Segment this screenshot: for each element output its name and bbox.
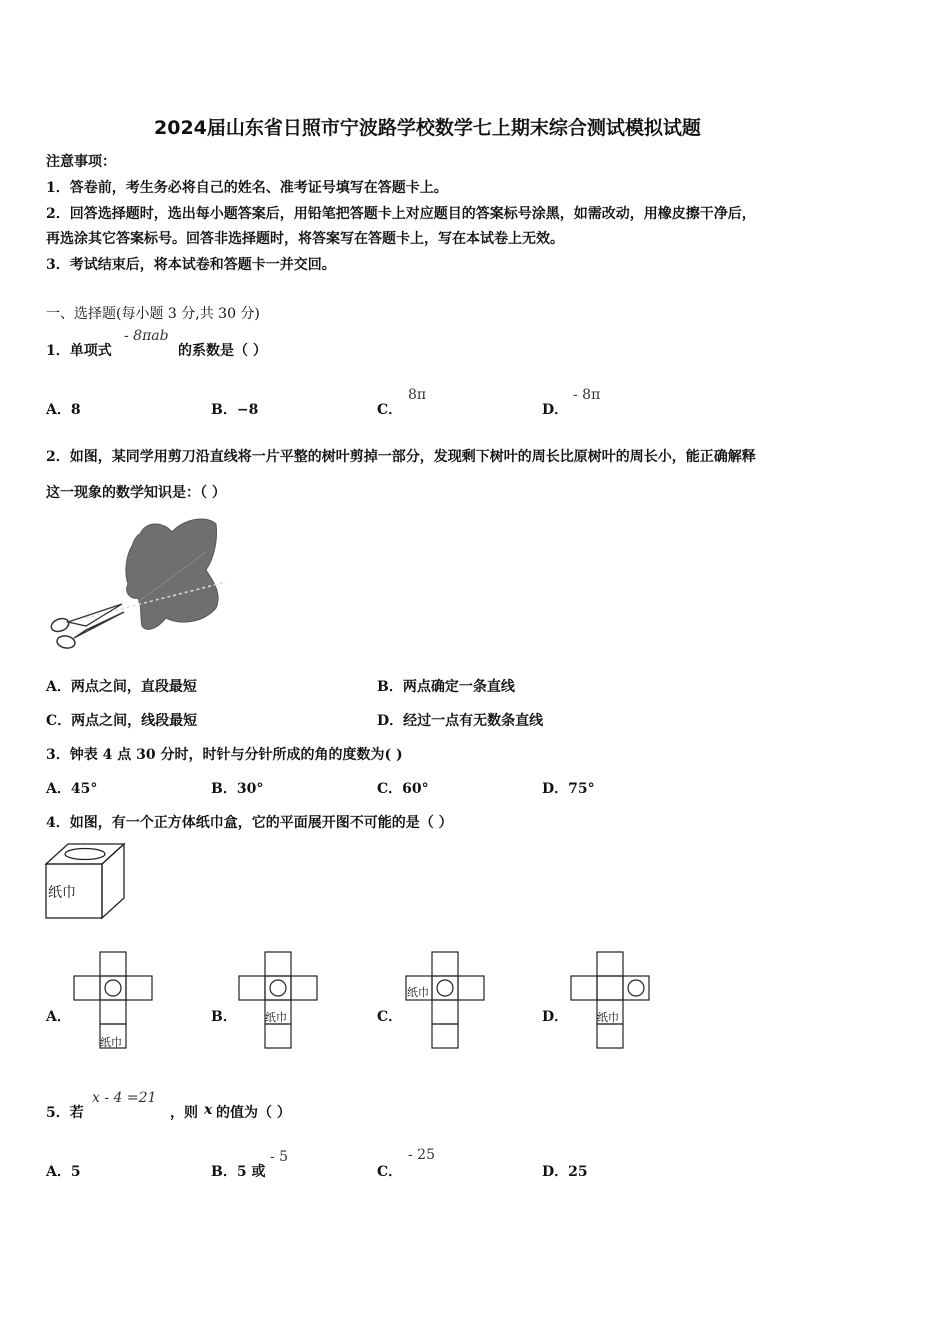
net-c-figure: [406, 952, 484, 1052]
leaf-scissors-figure: [46, 512, 246, 662]
net-b-figure: [239, 952, 317, 1052]
q4-stem: 4．如图，有一个正方体纸巾盒，它的平面展开图不可能的是（ ）: [46, 815, 453, 831]
q1-option-d[interactable]: D．: [542, 402, 569, 418]
q3-option-b[interactable]: B．30°: [211, 781, 264, 797]
page-title: 2024届山东省日照市宁波路学校数学七上期末综合测试模拟试题: [154, 117, 701, 139]
tissue-box-label: 纸巾: [48, 885, 76, 901]
q4-option-a[interactable]: A．: [46, 1009, 71, 1025]
net-a-label: 纸巾: [100, 1036, 122, 1049]
q5-option-a[interactable]: A．5: [46, 1164, 81, 1180]
q4-option-c[interactable]: C．: [377, 1009, 403, 1025]
q5-expression: x - 4 =21: [92, 1090, 157, 1106]
leaf-shape: [126, 519, 218, 629]
q5-option-b-expr: - 5: [270, 1149, 289, 1165]
q5-suffix: 的值为（ ）: [216, 1105, 291, 1121]
q1-option-d-expr: - 8π: [573, 387, 601, 403]
q2-option-a[interactable]: A．两点之间，直段最短: [46, 679, 197, 695]
q5-option-d[interactable]: D．25: [542, 1164, 588, 1180]
q1-expression: - 8πab: [124, 328, 169, 344]
q1-option-b[interactable]: B．−8: [211, 402, 259, 418]
q3-stem: 3．钟表 4 点 30 分时，时针与分针所成的角的度数为( ): [46, 747, 403, 763]
notice-item-2-cont: 再选涂其它答案标号。回答非选择题时，将答案写在答题卡上，写在本试卷上无效。: [46, 231, 564, 247]
q2-option-d[interactable]: D．经过一点有无数条直线: [377, 713, 544, 729]
notice-item-1: 1．答卷前，考生务必将自己的姓名、准考证号填写在答题卡上。: [46, 180, 448, 196]
q5-option-c[interactable]: C．: [377, 1164, 403, 1180]
scissors-icon: [49, 604, 124, 649]
q2-stem-line1: 2．如图，某同学用剪刀沿直线将一片平整的树叶剪掉一部分，发现剩下树叶的周长比原树叶的周长小，能正确解释: [46, 449, 756, 465]
q1-option-a[interactable]: A．8: [46, 402, 81, 418]
q2-stem-line2: 这一现象的数学知识是：（ ）: [46, 485, 226, 501]
notice-item-2: 2．回答选择题时，选出每小题答案后，用铅笔把答题卡上对应题目的答案标号涂黑，如需改动，用橡皮擦干净后，: [46, 206, 756, 222]
q5-prefix: 5．若: [46, 1105, 84, 1121]
q1-suffix: 的系数是（ ）: [178, 343, 267, 359]
net-d-figure: [571, 952, 649, 1052]
notice-heading: 注意事项：: [46, 154, 116, 170]
q5-middle: ，则: [170, 1105, 198, 1121]
q4-option-b[interactable]: B．: [211, 1009, 237, 1025]
q1-prefix: 1．单项式: [46, 343, 112, 359]
q2-option-c[interactable]: C．两点之间，线段最短: [46, 713, 198, 729]
net-c-label: 纸巾: [407, 986, 429, 999]
q3-option-a[interactable]: A．45°: [46, 781, 98, 797]
notice-item-3: 3．考试结束后，将本试卷和答题卡一并交回。: [46, 257, 336, 273]
q5-variable: x: [204, 1102, 213, 1118]
q4-option-d[interactable]: D．: [542, 1009, 569, 1025]
q3-option-c[interactable]: C．60°: [377, 781, 429, 797]
net-d-label: 纸巾: [597, 1011, 619, 1024]
net-b-label: 纸巾: [265, 1011, 287, 1024]
q2-option-b[interactable]: B．两点确定一条直线: [377, 679, 515, 695]
q5-option-c-expr: - 25: [408, 1147, 435, 1163]
q1-option-c-expr: 8π: [408, 387, 427, 403]
q1-option-c[interactable]: C．: [377, 402, 403, 418]
q3-option-d[interactable]: D．75°: [542, 781, 595, 797]
q5-option-b[interactable]: B．5 或: [211, 1164, 266, 1180]
section-heading: 一、选择题(每小题 3 分,共 30 分): [46, 306, 260, 322]
